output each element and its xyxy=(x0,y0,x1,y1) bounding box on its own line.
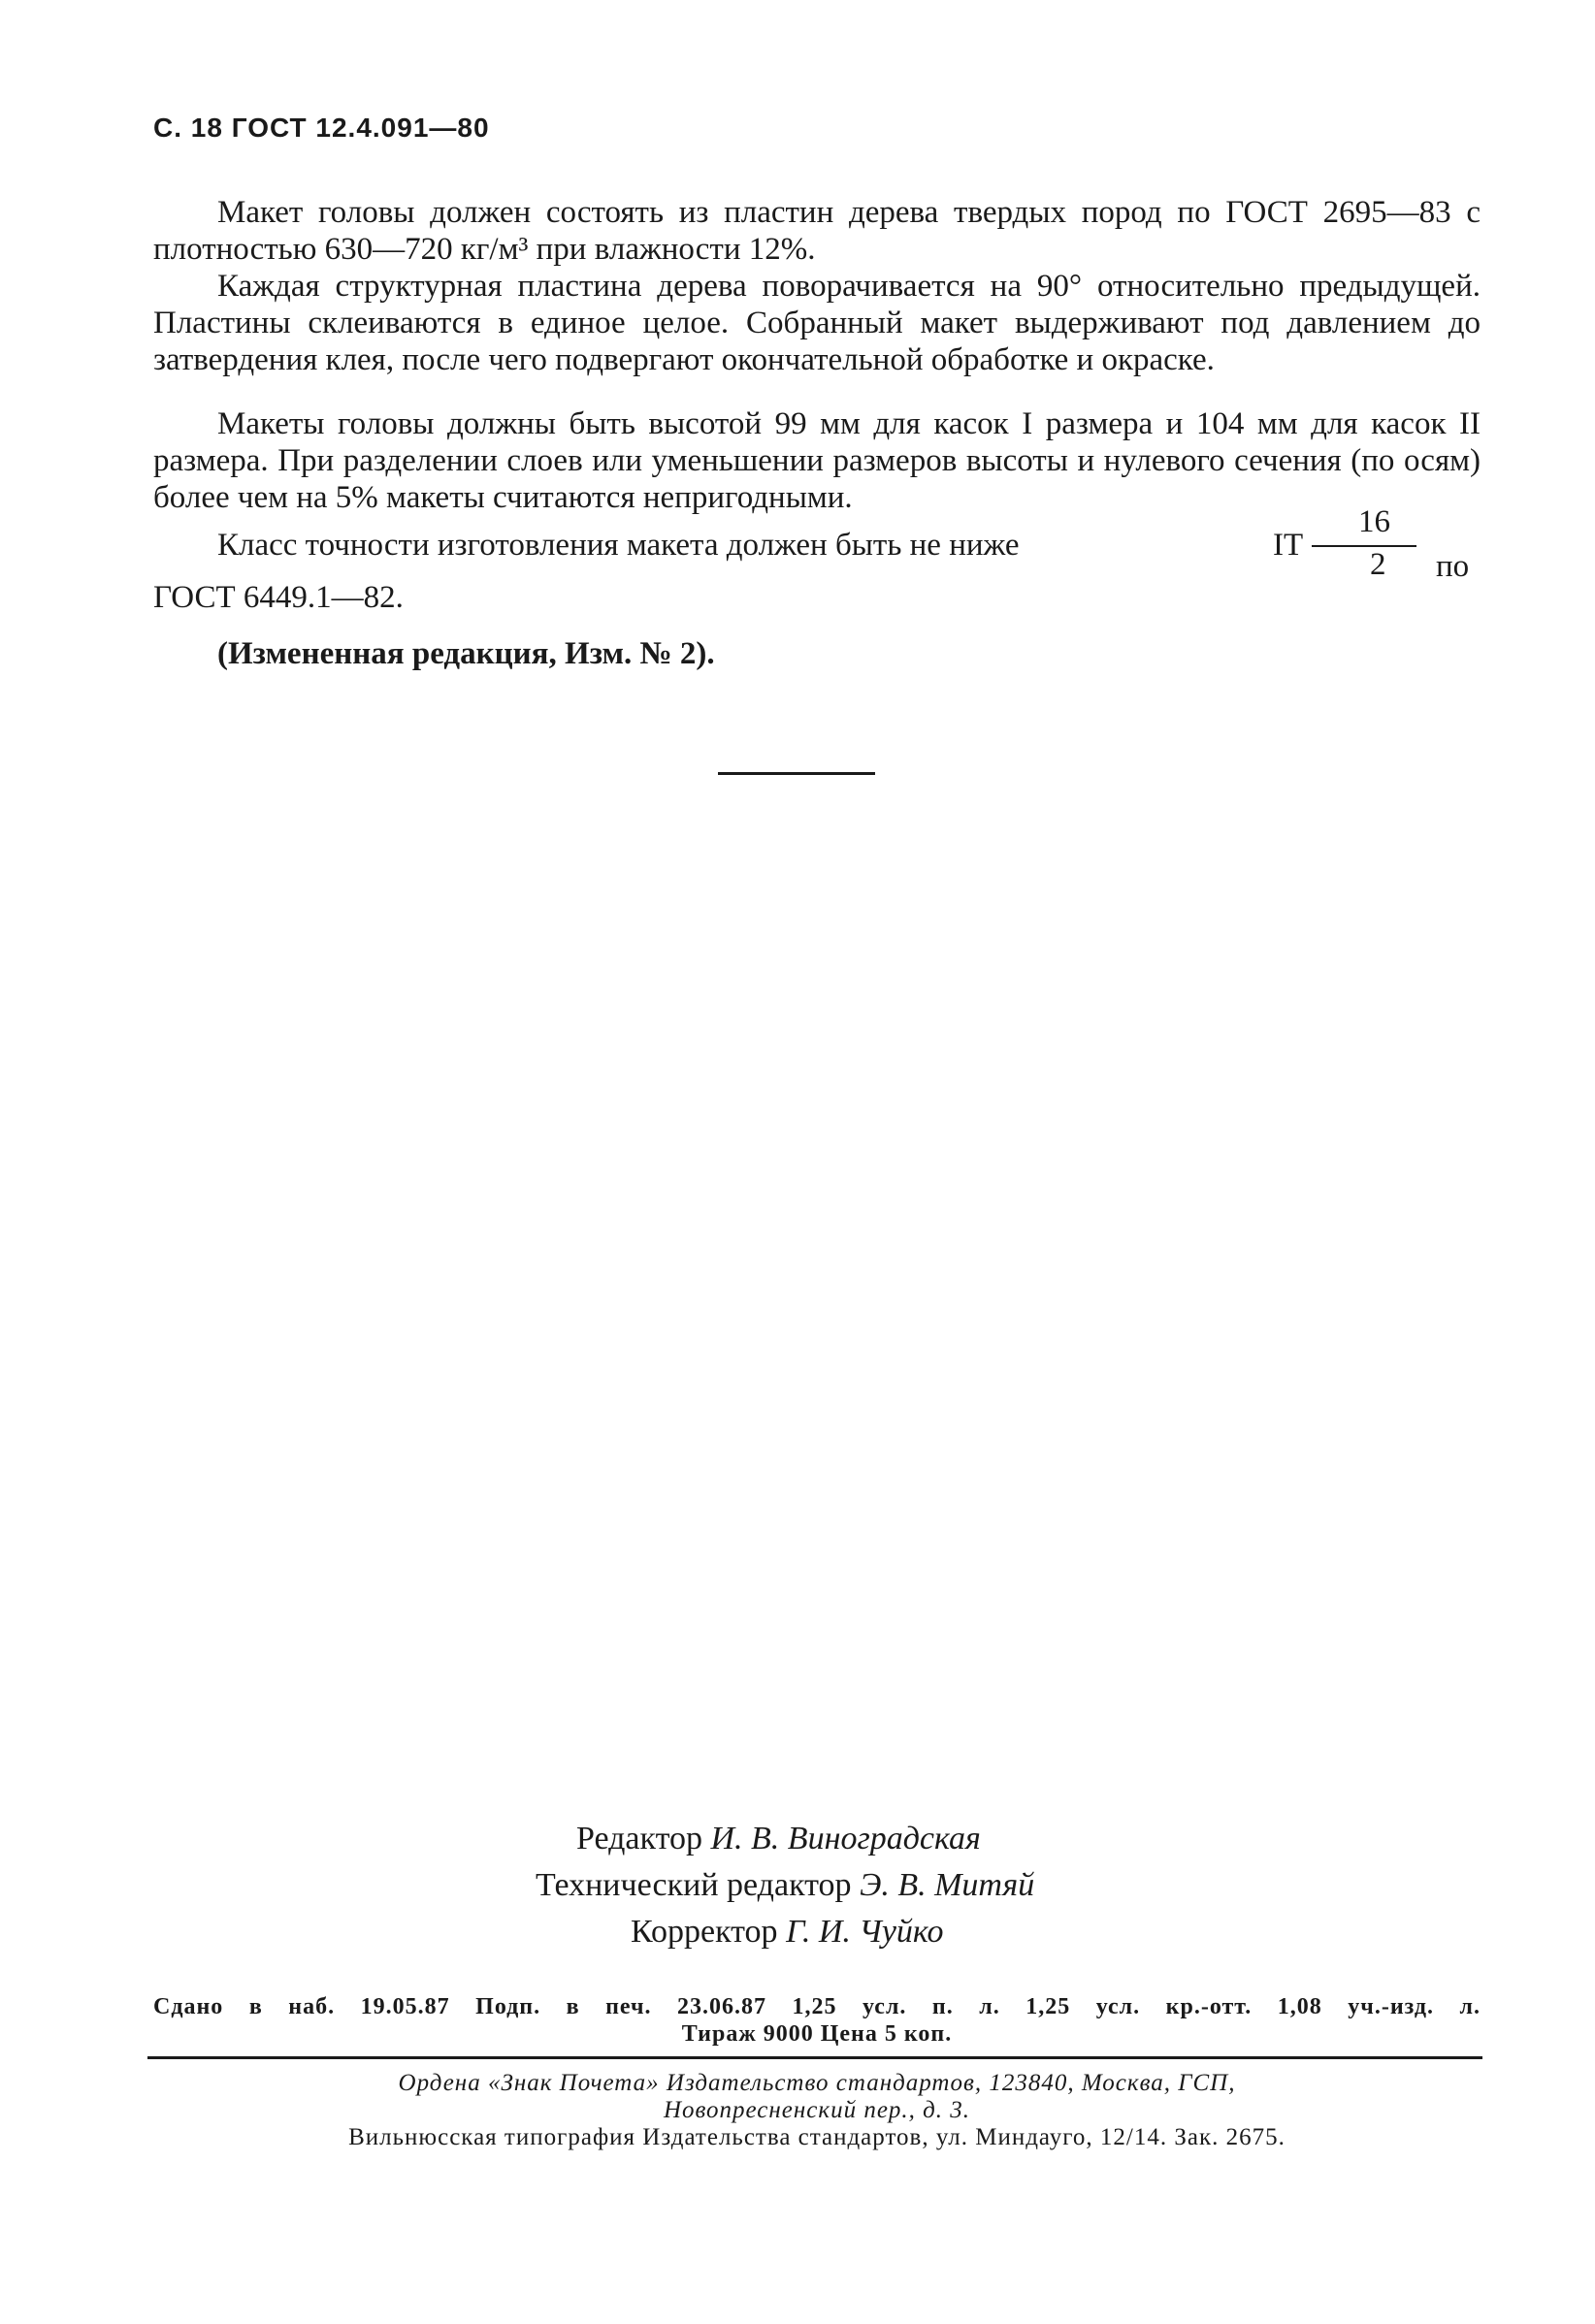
paragraph-head-model-material: Макет головы должен состоять из пластин дерева твердых пород по ГОСТ 2695—83 с плотностью 630—720 кг/м³ при влажности 12%. xyxy=(153,195,1481,267)
publisher-address: Новопресненский пер., д. 3. xyxy=(663,2097,971,2123)
accuracy-class-po: по xyxy=(1436,549,1470,584)
credit-editor xyxy=(576,1816,981,1862)
credit-role: Редактор xyxy=(576,1821,702,1856)
accuracy-class-fraction xyxy=(1273,504,1418,592)
credit-name: Э. В. Митяй xyxy=(860,1867,1035,1903)
fraction-denominator: 2 xyxy=(1370,547,1386,582)
credit-name: Г. И. Чуйко xyxy=(786,1914,944,1950)
printing-house: Вильнюсская типография Издательства стандартов, ул. Миндауго, 12/14. Зак. 2675. xyxy=(348,2124,1286,2150)
page-header: С. 18 ГОСТ 12.4.091—80 xyxy=(153,113,490,143)
amendment-note: (Измененная редакция, Изм. № 2). xyxy=(217,636,715,671)
credit-name: И. В. Виноградская xyxy=(710,1821,981,1856)
accuracy-class-standard-ref: ГОСТ 6449.1—82. xyxy=(153,580,404,615)
fraction-prefix: IT xyxy=(1273,528,1304,563)
credit-role: Корректор xyxy=(631,1914,778,1950)
credit-corrector xyxy=(631,1909,944,1955)
paragraph-plate-assembly: Каждая структурная пластина дерева поворачивается на 90° относительно предыдущей. Пластины склеиваются в единое целое. Собранный макет выдерживают под давлением до затвердения клея, после чего подвергают окончательной обработке и окраске. xyxy=(153,269,1481,377)
fraction-numerator: 16 xyxy=(1358,504,1390,539)
publisher-name: Ордена «Знак Почета» Издательство стандартов, 123840, Москва, ГСП, xyxy=(398,2070,1236,2096)
credit-role: Технический редактор xyxy=(536,1867,852,1903)
credit-tech-editor xyxy=(536,1862,1034,1909)
imprint-print-details: Сдано в наб. 19.05.87 Подп. в печ. 23.06.87 1,25 усл. п. л. 1,25 усл. кр.-отт. 1,08 уч.-изд. л. xyxy=(153,1994,1481,2019)
fraction-bar xyxy=(1312,545,1416,547)
imprint-rule xyxy=(147,2056,1482,2059)
paragraph-model-dimensions: Макеты головы должны быть высотой 99 мм для касок I размера и 104 мм для касок II размера. При разделении слоев или уменьшении размеров высоты и нулевого сечения (по осям) более чем на 5% макеты считаются непригодными. xyxy=(153,406,1481,515)
imprint-circulation-price: Тираж 9000 Цена 5 коп. xyxy=(681,2021,953,2047)
paragraph-accuracy-class-start: Класс точности изготовления макета должен быть не ниже xyxy=(217,528,1020,563)
section-divider xyxy=(718,772,875,775)
